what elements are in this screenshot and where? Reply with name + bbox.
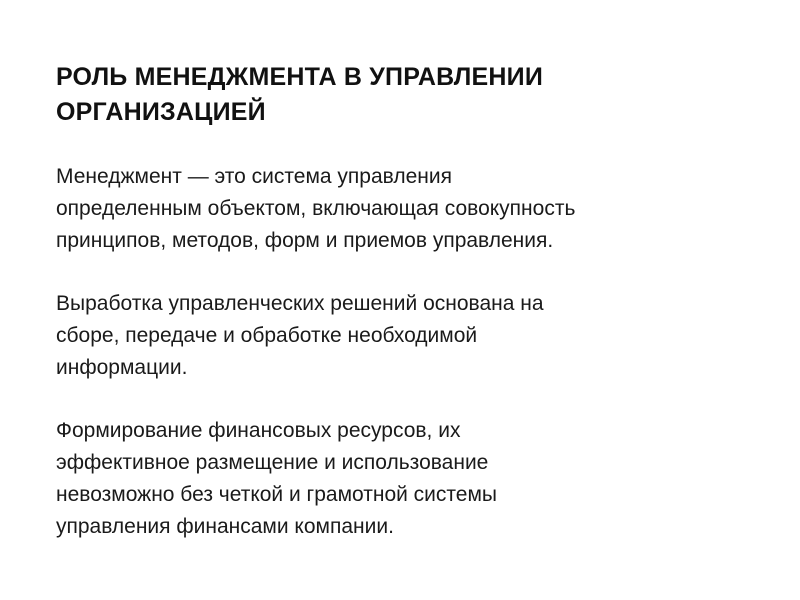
paragraph-management-definition: Менеджмент — это система управления определенным объектом, включающая совокупность принципов, методов, форм и приемов управления. <box>56 165 576 252</box>
paragraph-decision-making: Выработка управленческих решений основана на сборе, передаче и обработке необходимой информации. <box>56 292 544 379</box>
paragraph-financial-resources: Формирование финансовых ресурсов, их эффективное размещение и использование невозможно без четкой и грамотной системы управления финансами компании. <box>56 419 498 538</box>
slide-title: РОЛЬ МЕНЕДЖМЕНТА В УПРАВЛЕНИИ ОРГАНИЗАЦИЕЙ <box>56 63 544 126</box>
